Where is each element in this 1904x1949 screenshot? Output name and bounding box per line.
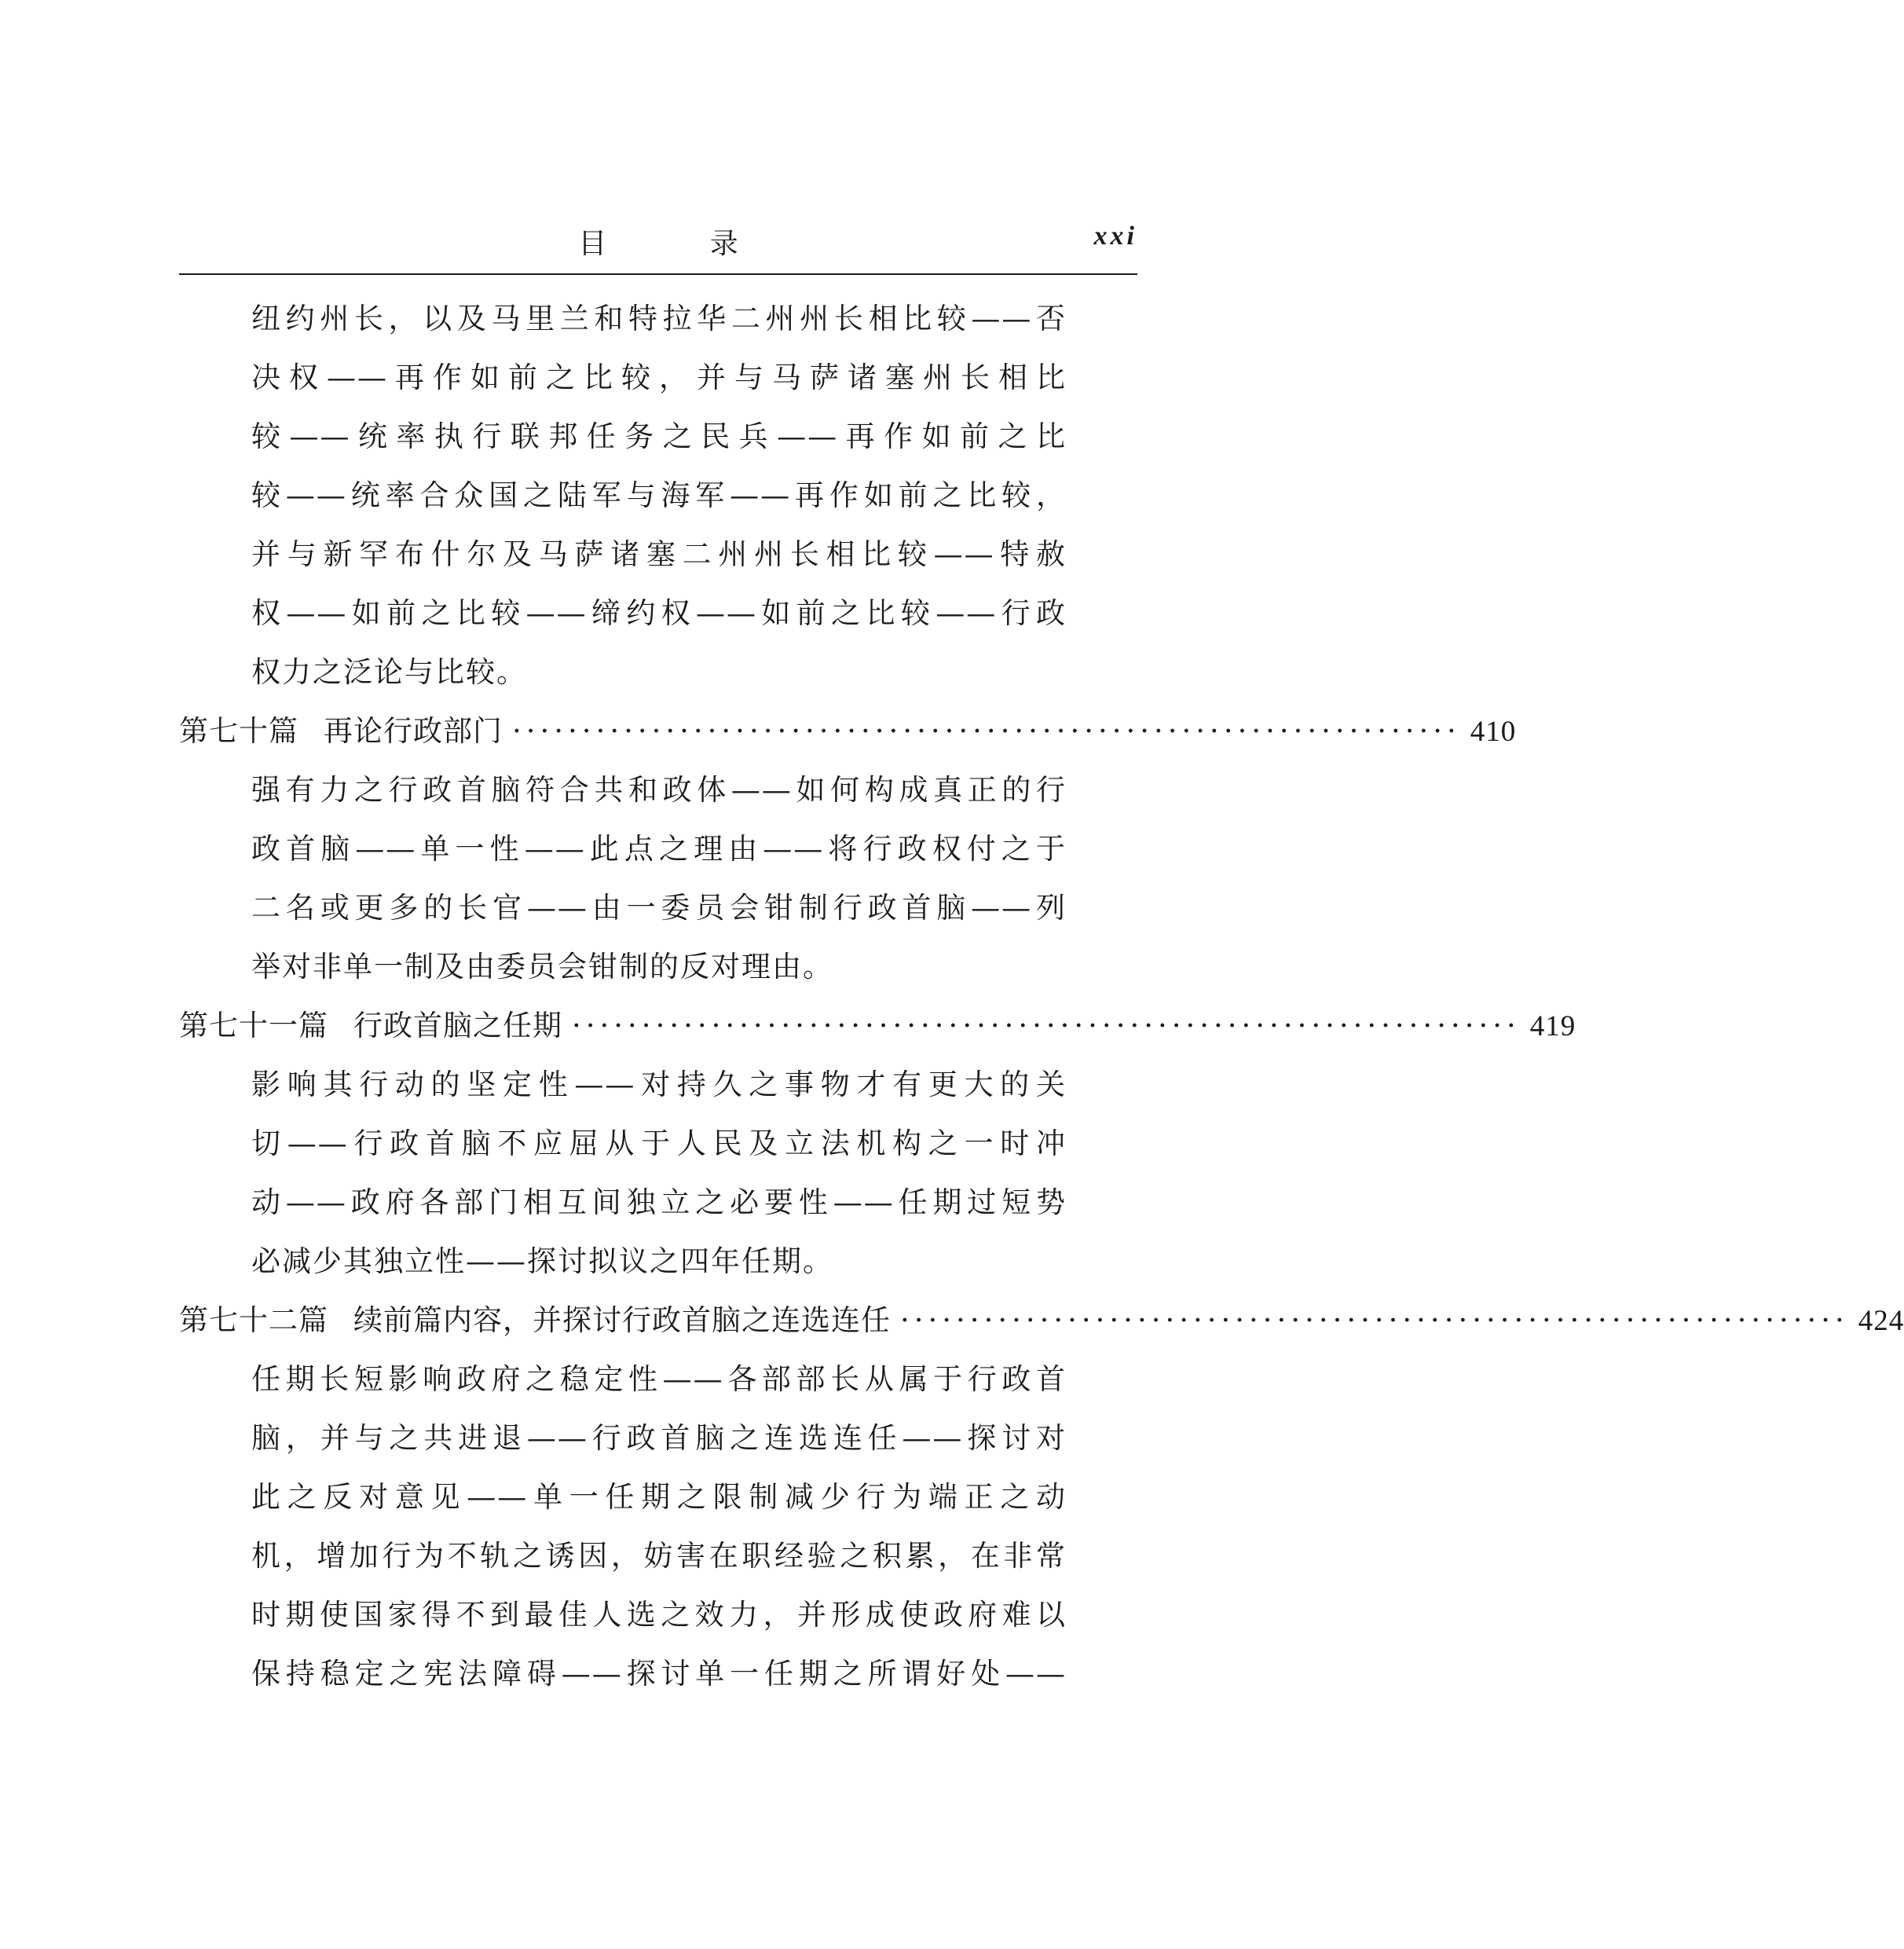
intro-description-line: 较——统率执行联邦任务之民兵——再作如前之比 <box>251 419 1067 453</box>
entry-title: 行政首脑之任期 <box>353 1009 562 1042</box>
entry-description-line: 切——行政首脑不应屈从于人民及立法机构之一时冲 <box>251 1127 1067 1160</box>
entry-number: 第七十一篇 <box>179 1009 328 1042</box>
entry-description-line: 必减少其独立性——探讨拟议之四年任期。 <box>251 1244 833 1278</box>
table-of-contents <box>179 302 1904 1716</box>
entry-page: 424 <box>1858 1305 1904 1337</box>
entry-number: 第七十二篇 <box>179 1303 328 1337</box>
intro-description-line: 决权——再作如前之比较，并与马萨诸塞州长相比 <box>251 361 1067 394</box>
intro-description-line: 权力之泛论与比较。 <box>251 655 527 689</box>
intro-description-line: 并与新罕布什尔及马萨诸塞二州州长相比较——特赦 <box>251 537 1067 571</box>
entry-description-line: 政首脑——单一性——此点之理由——将行政权付之于 <box>251 832 1067 866</box>
page-number: xxi <box>1093 222 1137 251</box>
entry-description-line: 强有力之行政首脑符合共和政体——如何构成真正的行 <box>251 773 1067 807</box>
dot-leader: ···································································· <box>572 1009 1521 1042</box>
dot-leader: ···································································· <box>512 714 1461 748</box>
dot-leader: ···································································· <box>900 1303 1849 1337</box>
toc-entry-72[interactable] <box>179 1303 1904 1362</box>
entry-title: 再论行政部门 <box>324 714 503 748</box>
intro-description-line: 纽约州长，以及马里兰和特拉华二州州长相比较——否 <box>251 302 1067 335</box>
intro-description-line: 权——如前之比较——缔约权——如前之比较——行政 <box>251 596 1067 630</box>
entry-number: 第七十篇 <box>179 714 298 748</box>
toc-entry-71[interactable] <box>179 1009 1576 1068</box>
entry-description-line: 脑，并与之共进退——行政首脑之连选连任——探讨对 <box>251 1421 1067 1455</box>
entry-description-line: 动——政府各部门相互间独立之必要性——任期过短势 <box>251 1185 1067 1219</box>
entry-description-line: 影响其行动的坚定性——对持久之事物才有更大的关 <box>251 1068 1067 1101</box>
entry-description-line: 时期使国家得不到最佳人选之效力，并形成使政府难以 <box>251 1598 1067 1632</box>
entry-description-line: 任期长短影响政府之稳定性——各部部长从属于行政首 <box>251 1362 1067 1396</box>
running-title: 目 录 <box>578 228 785 260</box>
entry-page: 410 <box>1470 716 1517 748</box>
page-header <box>179 211 1137 275</box>
entry-description-line: 举对非单一制及由委员会钳制的反对理由。 <box>251 950 833 984</box>
entry-description-line: 保持稳定之宪法障碍——探讨单一任期之所谓好处—— <box>251 1657 1067 1691</box>
entry-description-line: 机，增加行为不轨之诱因，妨害在职经验之积累，在非常 <box>251 1539 1067 1573</box>
entry-description-line: 此之反对意见——单一任期之限制减少行为端正之动 <box>251 1480 1067 1514</box>
intro-description-line: 较——统率合众国之陆军与海军——再作如前之比较， <box>251 478 1067 512</box>
entry-title: 续前篇内容，并探讨行政首脑之连选连任 <box>353 1303 891 1337</box>
entry-description-line: 二名或更多的长官——由一委员会钳制行政首脑——列 <box>251 891 1067 925</box>
toc-entry-70[interactable] <box>179 714 1517 773</box>
entry-page: 419 <box>1529 1010 1576 1042</box>
